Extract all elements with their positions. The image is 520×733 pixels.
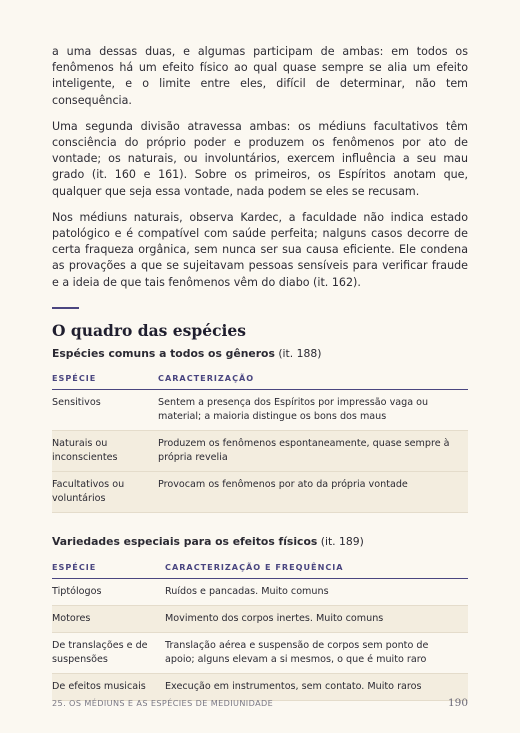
table-row bbox=[52, 578, 468, 605]
table2-heading bbox=[52, 535, 468, 548]
table1-heading bbox=[52, 347, 468, 360]
table-row bbox=[52, 471, 468, 512]
body-paragraph: Uma segunda divisão atravessa ambas: os médiuns facultativos têm consciência do próprio poder e produzem os fenômenos por ato de vontade; os naturais, ou involuntários, exercem influência a seu mau grado (it. 160 e 161). Sobre os primeiros, os Espíritos anotam que, qualquer que seja essa vontade, nada podem se eles se recusam. bbox=[52, 119, 468, 198]
section-title: O quadro das espécies bbox=[52, 320, 246, 340]
species-description: Sentem a presença dos Espíritos por impressão vaga ou material; a maioria distingue os bons dos maus bbox=[158, 389, 468, 430]
table-row bbox=[52, 605, 468, 632]
variety-name: Motores bbox=[52, 605, 165, 632]
table1-col-characterization: CARACTERIZAÇÃO bbox=[158, 373, 468, 390]
table2-heading-ref: (it. 189) bbox=[317, 534, 364, 548]
table1-heading-title: Espécies comuns a todos os gêneros bbox=[52, 346, 275, 360]
page-content bbox=[52, 44, 468, 701]
table2-heading-title: Variedades especiais para os efeitos físicos bbox=[52, 534, 318, 548]
variety-name: Tiptólogos bbox=[52, 578, 165, 605]
variety-description: Execução em instrumentos, sem contato. Muito raros bbox=[165, 673, 468, 700]
variety-description: Movimento dos corpos inertes. Muito comuns bbox=[165, 605, 468, 632]
table-row bbox=[52, 430, 468, 471]
page-number: 190 bbox=[447, 697, 468, 709]
species-description: Produzem os fenômenos espontaneamente, quase sempre à própria revelia bbox=[158, 430, 468, 471]
species-name: Facultativos ou voluntários bbox=[52, 471, 158, 512]
body-paragraph: Nos médiuns naturais, observa Kardec, a faculdade não indica estado patológico e é compatível com saúde perfeita; nalguns casos decorre de certa fraqueza orgânica, sem nunca ser sua causa eficiente. Ele condena as provações a que se sujeitavam pessoas sensíveis para verificar fraude e a ideia de que tais fenômenos vêm do diabo (it. 162). bbox=[52, 210, 468, 289]
species-name: Naturais ou inconscientes bbox=[52, 430, 158, 471]
table-row bbox=[52, 632, 468, 673]
variety-name: De efeitos musicais bbox=[52, 673, 165, 700]
table1-col-species: ESPÉCIE bbox=[52, 373, 158, 390]
table2-col-characterization: CARACTERIZAÇÃO E FREQUÊNCIA bbox=[165, 562, 468, 579]
table-row bbox=[52, 389, 468, 430]
variety-name: De translações e de suspensões bbox=[52, 632, 165, 673]
table2-col-species: ESPÉCIE bbox=[52, 562, 165, 579]
species-table bbox=[52, 373, 468, 513]
species-description: Provocam os fenômenos por ato da própria vontade bbox=[158, 471, 468, 512]
variety-description: Translação aérea e suspensão de corpos sem ponto de apoio; alguns elevam a si mesmos, o que é muito raro bbox=[165, 632, 468, 673]
physical-effects-table bbox=[52, 562, 468, 701]
page-footer bbox=[52, 697, 468, 709]
body-paragraph: a uma dessas duas, e algumas participam de ambas: em todos os fenômenos há um efeito físico ao qual quase sempre se alia um efeito inteligente, e o limite entre eles, difícil de determinar, não tem consequência. bbox=[52, 45, 468, 107]
table1-heading-ref: (it. 188) bbox=[274, 346, 322, 360]
section-divider bbox=[52, 307, 79, 309]
species-name: Sensitivos bbox=[52, 389, 158, 430]
variety-description: Ruídos e pancadas. Muito comuns bbox=[165, 578, 468, 605]
chapter-title: 25. OS MÉDIUNS E AS ESPÉCIES DE MEDIUNIDADE bbox=[52, 698, 274, 708]
